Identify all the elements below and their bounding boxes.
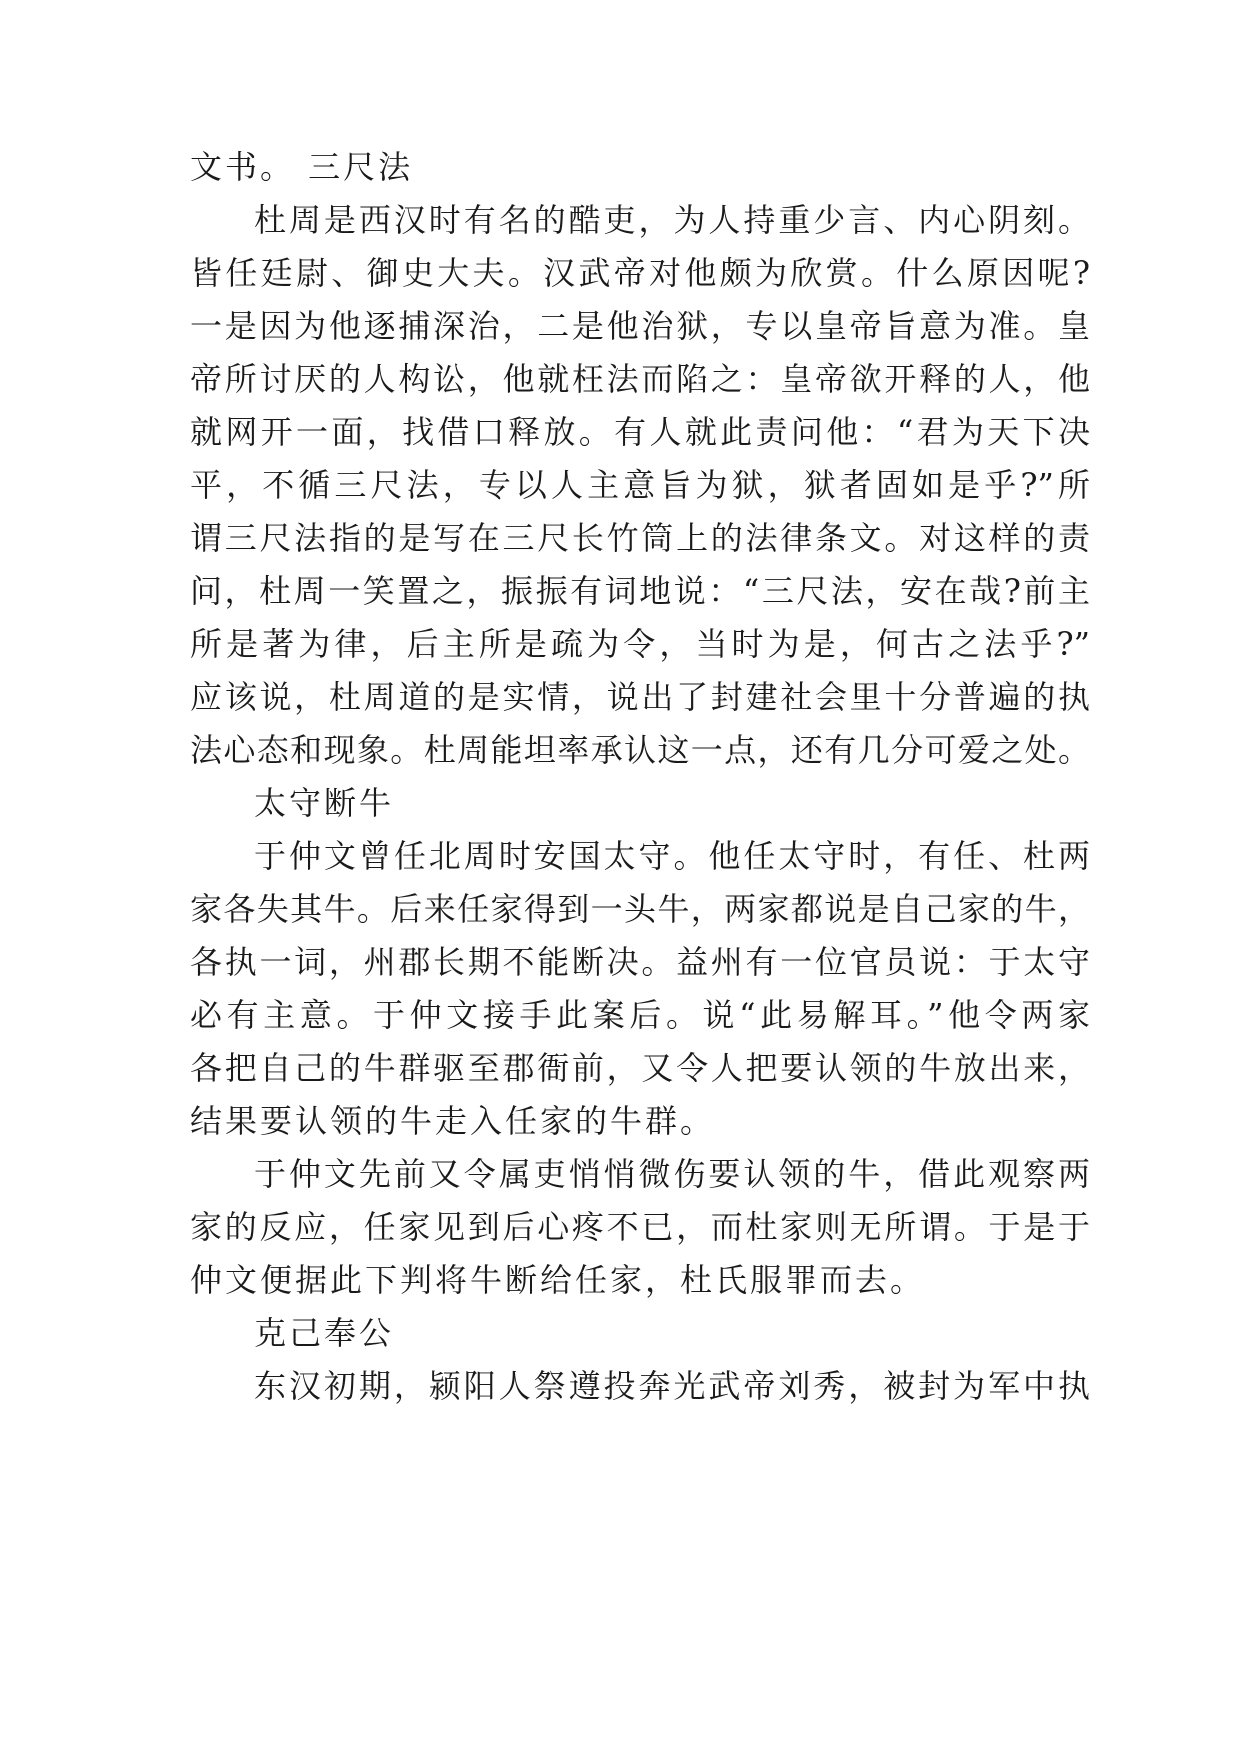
text-line: 结果要认领的牛走入任家的牛群。	[190, 1102, 716, 1140]
text-line: 平，不循三尺法，专以人主意旨为狱，狱者固如是乎?”所	[190, 466, 1090, 504]
text-line: 所是著为律，后主所是疏为令，当时为是，何古之法乎?”	[190, 625, 1090, 663]
text-line: 皆任廷尉、御史大夫。汉武帝对他颇为欣赏。什么原因呢?	[190, 254, 1090, 292]
text-line: 各把自己的牛群驱至郡衙前，又令人把要认领的牛放出来，	[190, 1049, 1090, 1087]
paragraph-first-line: 杜周是西汉时有名的酷吏，为人持重少言、内心阴刻。	[254, 201, 1090, 239]
text-line: 谓三尺法指的是写在三尺长竹筒上的法律条文。对这样的责	[190, 519, 1090, 557]
text-line: 就网开一面，找借口释放。有人就此责问他：“君为天下决	[190, 413, 1090, 451]
text-line: 帝所讨厌的人构讼，他就枉法而陷之：皇帝欲开释的人，他	[190, 360, 1090, 398]
paragraph-first-line: 东汉初期，颍阳人祭遵投奔光武帝刘秀，被封为军中执	[254, 1367, 1090, 1405]
text-line: 法心态和现象。杜周能坦率承认这一点，还有几分可爱之处。	[190, 731, 1090, 769]
text-line: 文书。 三尺法	[190, 148, 414, 186]
text-line: 家的反应，任家见到后心疼不已，而杜家则无所谓。于是于	[190, 1208, 1090, 1246]
text-line: 仲文便据此下判将牛断给任家，杜氏服罪而去。	[190, 1261, 926, 1299]
text-line: 问，杜周一笑置之，振振有词地说：“三尺法，安在哉?前主	[190, 572, 1090, 610]
text-line: 各执一词，州郡长期不能断决。益州有一位官员说：于太守	[190, 943, 1090, 981]
paragraph-first-line: 于仲文先前又令属吏悄悄微伤要认领的牛，借此观察两	[254, 1155, 1090, 1193]
paragraph-first-line: 于仲文曾任北周时安国太守。他任太守时，有任、杜两	[254, 837, 1090, 875]
text-line: 家各失其牛。后来任家得到一头牛，两家都说是自己家的牛，	[190, 890, 1090, 928]
text-line: 应该说，杜周道的是实情，说出了封建社会里十分普遍的执	[190, 678, 1090, 716]
text-line: 一是因为他逐捕深治，二是他治狱，专以皇帝旨意为准。皇	[190, 307, 1090, 345]
section-heading: 太守断牛	[254, 784, 395, 822]
section-heading: 克己奉公	[254, 1314, 395, 1352]
text-line: 必有主意。于仲文接手此案后。说“此易解耳。”他令两家	[190, 996, 1090, 1034]
